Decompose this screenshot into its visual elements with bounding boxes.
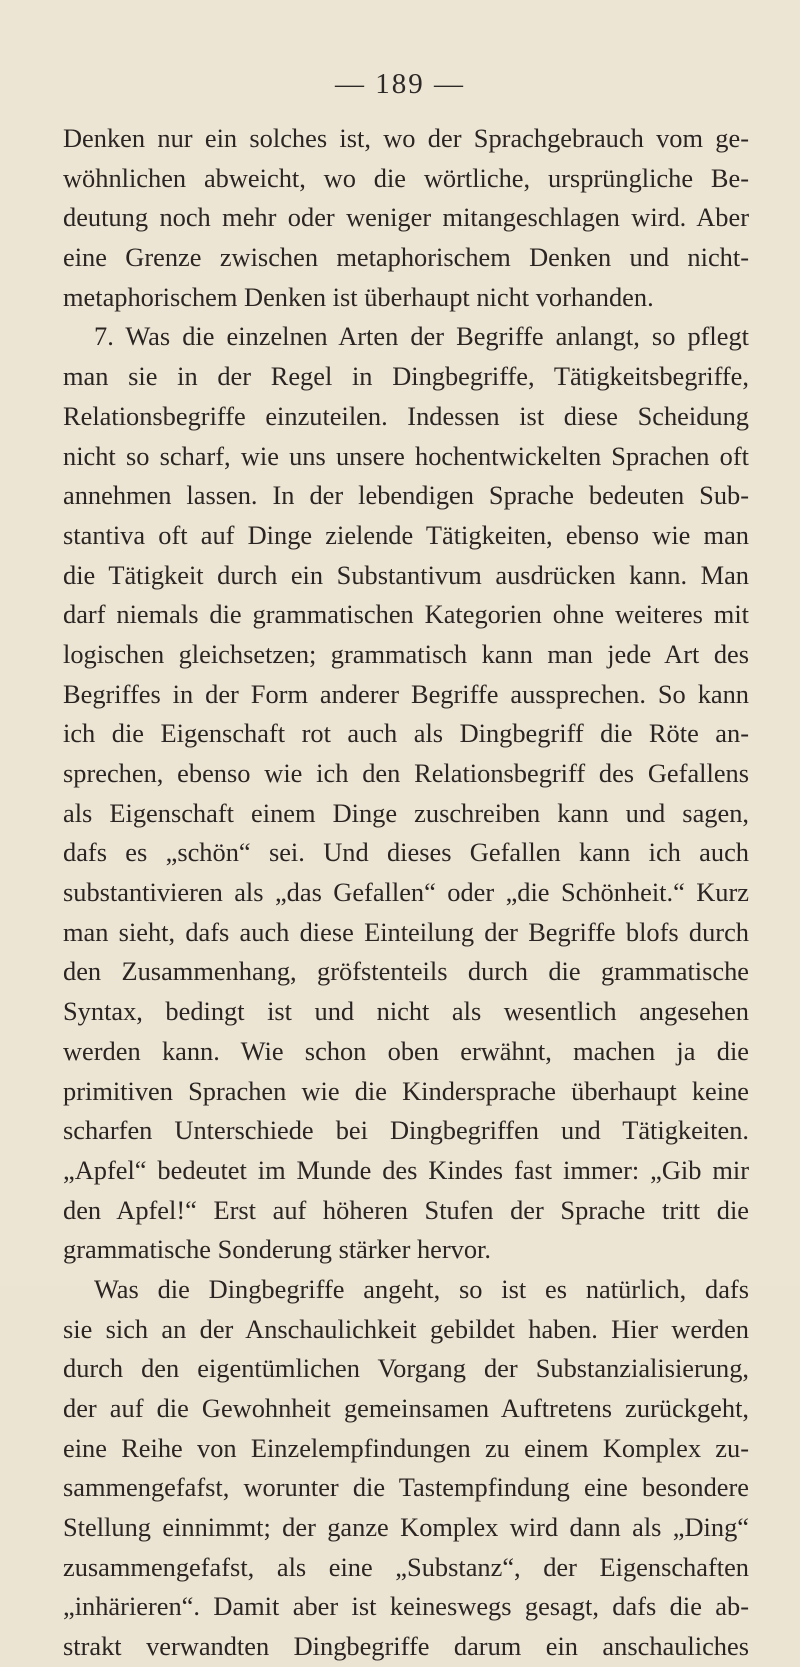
text-line: ich die Eigenschaft rot auch als Dingbegriff die Röte an- [63, 718, 749, 749]
text-line: Begriffes in der Form anderer Begriffe aussprechen. So kann [63, 678, 749, 709]
text-line: dafs es „schön“ sei. Und dieses Gefallen kann ich auch [63, 837, 749, 868]
text-line: „inhärieren“. Damit aber ist keineswegs gesagt, dafs die ab- [63, 1591, 749, 1622]
text-line: man sie in der Regel in Dingbegriffe, Tätigkeitsbegriffe, [63, 361, 749, 392]
text-line: den Zusammenhang, gröfstenteils durch die grammatische [63, 956, 749, 987]
text-line: metaphorischem Denken ist überhaupt nicht vorhanden. [63, 281, 654, 312]
text-line: substantivieren als „das Gefallen“ oder „die Schönheit.“ Kurz [63, 877, 749, 908]
text-line: sammengefafst, worunter die Tastempfindung eine besondere [63, 1472, 749, 1503]
text-line: stantiva oft auf Dinge zielende Tätigkeiten, ebenso wie man [63, 519, 749, 550]
text-line: strakt verwandten Dingbegriffe darum ein anschauliches [63, 1631, 749, 1662]
text-line: grammatische Sonderung stärker hervor. [63, 1234, 491, 1265]
text-line: zusammengefafst, als eine „Substanz“, der Eigenschaften [63, 1551, 749, 1582]
text-line: eine Grenze zwischen metaphorischem Denken und nicht- [63, 242, 749, 273]
text-line: logischen gleichsetzen; grammatisch kann man jede Art des [63, 638, 749, 669]
text-line: Relationsbegriffe einzuteilen. Indessen ist diese Scheidung [63, 400, 749, 431]
text-line: „Apfel“ bedeutet im Munde des Kindes fast immer: „Gib mir [63, 1154, 749, 1185]
text-line: sie sich an der Anschaulichkeit gebildet haben. Hier werden [63, 1313, 749, 1344]
body-text [63, 119, 749, 1667]
text-line: Syntax, bedingt ist und nicht als wesentlich angesehen [63, 996, 749, 1027]
page-number: — 189 — [335, 68, 465, 100]
text-line: die Tätigkeit durch ein Substantivum ausdrücken kann. Man [63, 559, 749, 590]
text-line: durch den eigentümlichen Vorgang der Substanzialisierung, [63, 1353, 749, 1384]
text-line: als Eigenschaft einem Dinge zuschreiben kann und sagen, [63, 797, 749, 828]
text-line: annehmen lassen. In der lebendigen Sprache bedeuten Sub- [63, 480, 749, 511]
text-line: darf niemals die grammatischen Kategorien ohne weiteres mit [63, 599, 749, 630]
paragraph-start-line: Was die Dingbegriffe angeht, so ist es natürlich, dafs [94, 1273, 749, 1304]
text-line: Denken nur ein solches ist, wo der Sprachgebrauch vom ge- [63, 123, 749, 153]
text-line: eine Reihe von Einzelempfindungen zu einem Komplex zu- [63, 1432, 749, 1463]
text-line: sprechen, ebenso wie ich den Relationsbegriff des Gefallens [63, 758, 749, 788]
paragraph-start-line: 7. Was die einzelnen Arten der Begriffe anlangt, so pflegt [94, 321, 749, 352]
text-line: den Apfel!“ Erst auf höheren Stufen der Sprache tritt die [63, 1194, 749, 1225]
text-line: deutung noch mehr oder weniger mitangeschlagen wird. Aber [63, 202, 749, 233]
text-line: nicht so scharf, wie uns unsere hochentwickelten Sprachen oft [63, 440, 749, 471]
text-line: Stellung einnimmt; der ganze Komplex wird dann als „Ding“ [63, 1512, 749, 1543]
text-line: werden kann. Wie schon oben erwähnt, machen ja die [63, 1035, 749, 1066]
text-line: der auf die Gewohnheit gemeinsamen Auftretens zurückgeht, [63, 1393, 749, 1423]
text-line: primitiven Sprachen wie die Kindersprache überhaupt keine [63, 1075, 749, 1106]
text-line: man sieht, dafs auch diese Einteilung der Begriffe blofs durch [63, 916, 749, 947]
text-line: scharfen Unterschiede bei Dingbegriffen und Tätigkeiten. [63, 1115, 749, 1146]
text-line: wöhnlichen abweicht, wo die wörtliche, ursprüngliche Be- [63, 162, 749, 193]
